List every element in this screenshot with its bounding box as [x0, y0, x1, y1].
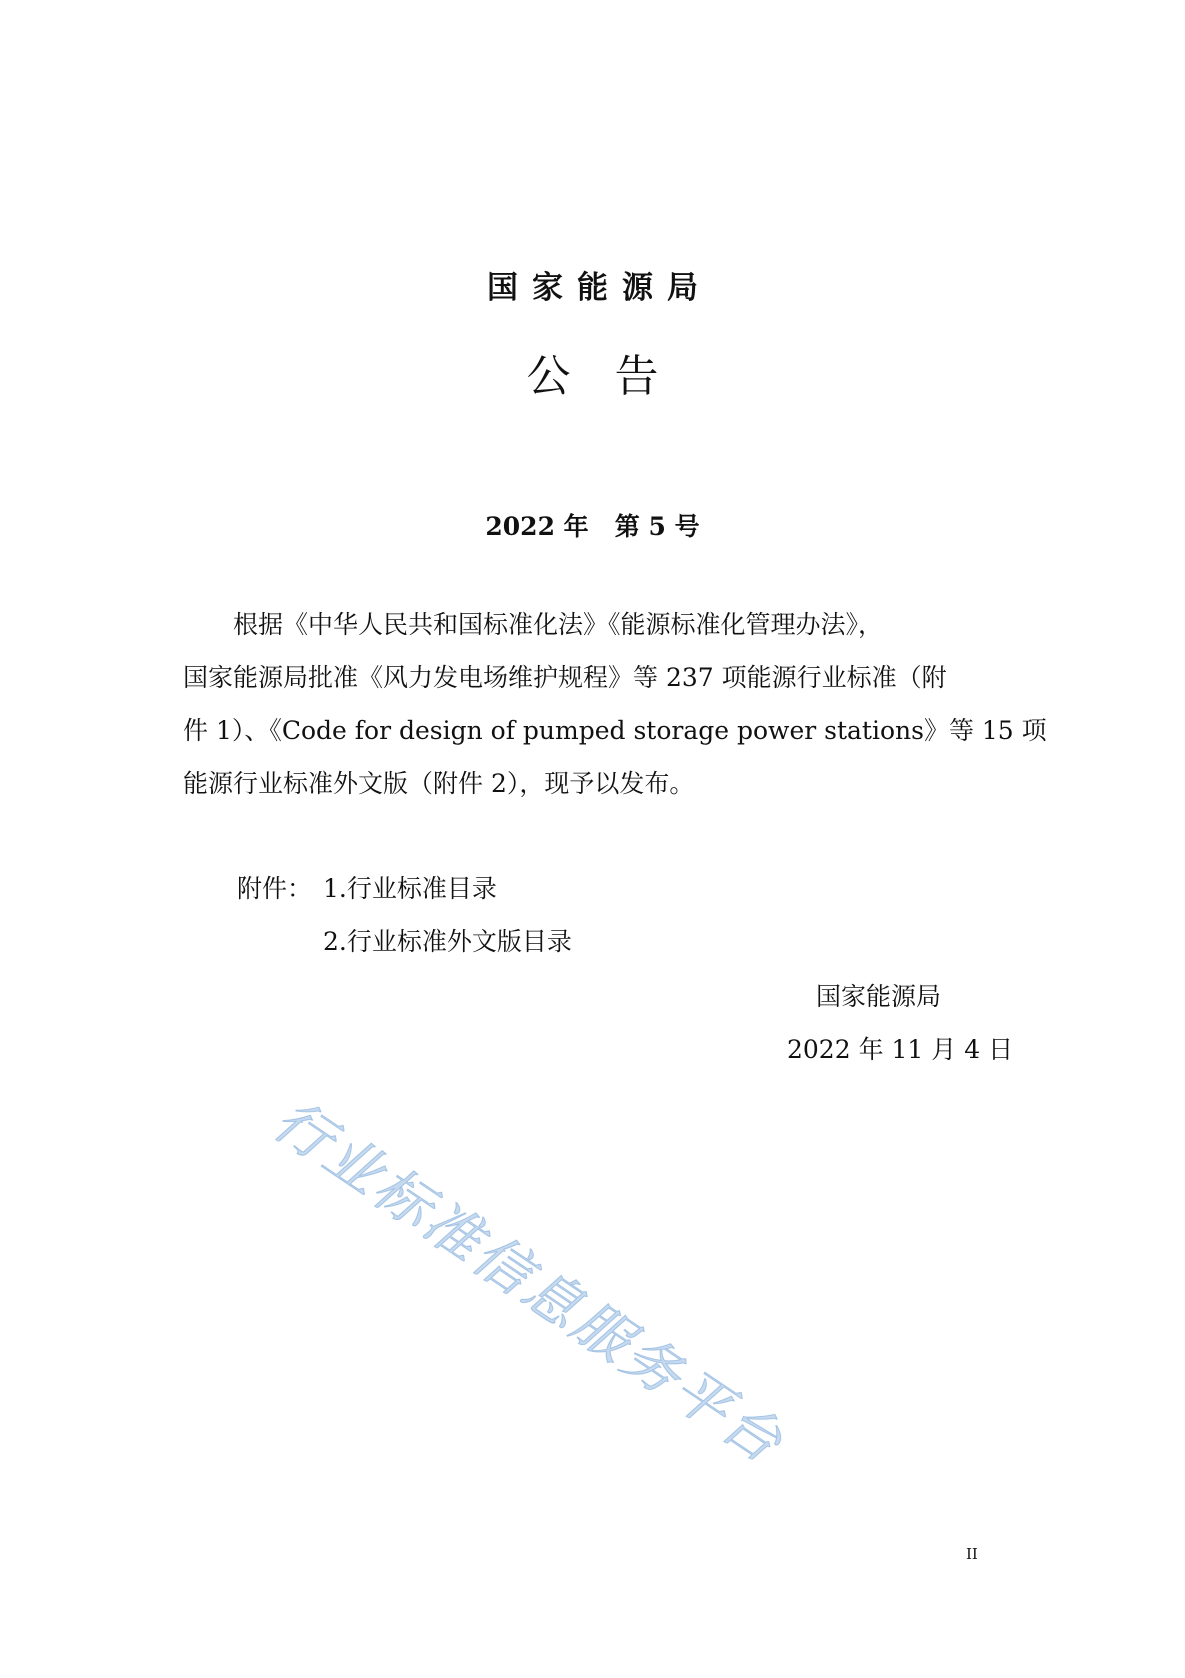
- notice-title: 公告: [526, 351, 703, 402]
- body-line: 国家能源局批准《风力发电场维护规程》等 237 项能源行业标准（附: [183, 663, 947, 692]
- attachments-list: [237, 862, 572, 968]
- body-line: 件 1）、《Code for design of pumped storage power stations》等 15 项: [183, 716, 1047, 745]
- signature-date: 2022 年 11 月 4 日: [787, 1035, 1014, 1064]
- attachment-row: [237, 862, 572, 915]
- watermark: 行业标准信息服务平台: [261, 1087, 796, 1478]
- attachment-item: 1.行业标准目录: [323, 874, 497, 903]
- body-line: 能源行业标准外文版（附件 2），现予以发布。: [183, 769, 695, 798]
- signature-agency: 国家能源局: [816, 982, 942, 1011]
- page-number: II: [966, 1545, 978, 1563]
- attachment-row: [237, 915, 572, 968]
- announcement-body: [183, 598, 1047, 810]
- body-line: 根据《中华人民共和国标准化法》《能源标准化管理办法》，: [233, 610, 884, 639]
- issue-number: 2022 年 第 5 号: [485, 512, 700, 541]
- agency-title: 国家能源局: [487, 270, 712, 306]
- attachment-indent: [237, 915, 323, 968]
- attachments-label: 附件：: [237, 874, 313, 903]
- attachment-item: 2.行业标准外文版目录: [323, 927, 572, 956]
